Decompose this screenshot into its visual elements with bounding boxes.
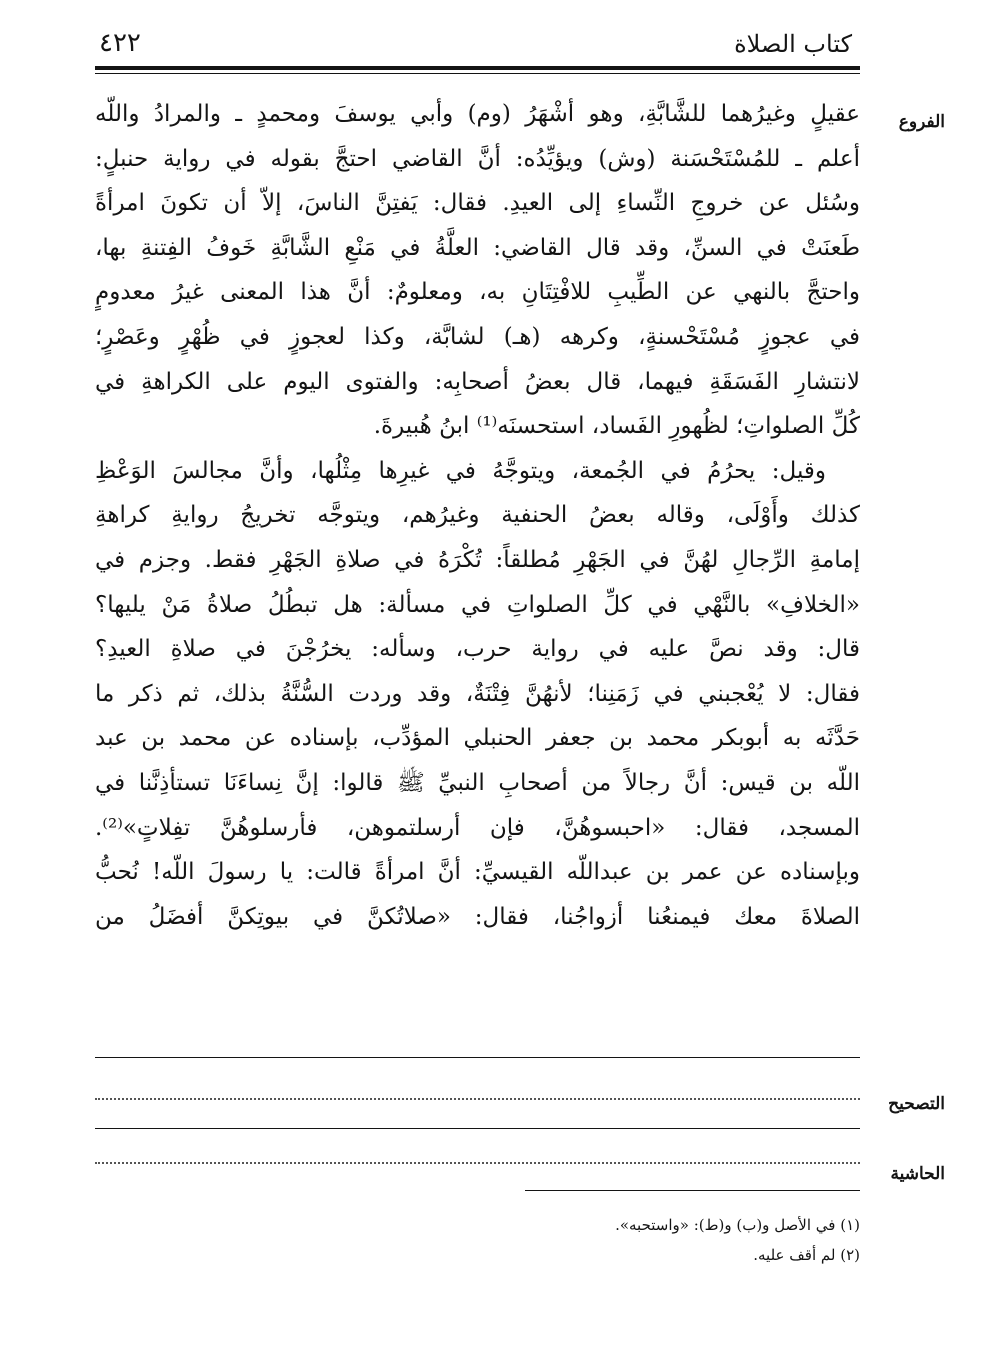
text-line: الصلاةَ معك فيمنعُنا أزواجُنا، فقال: «صلاتُكنَّ في بيوتِكنَّ أفضَلُ من	[95, 903, 860, 930]
section-label-hashiya: الحاشية	[890, 1164, 945, 1184]
text-line: طَعنَتْ في السنِّ، وقد قال القاضي: العلَّةُ في مَنْعِ الشَّابَّةِ خَوفُ الفِتنةِ بها،	[95, 234, 860, 261]
page-header	[95, 22, 860, 66]
footnote-2: (٢) لم أقف عليه.	[753, 1246, 860, 1264]
footnote-rule	[525, 1190, 860, 1191]
text-line: في عجوزٍ مُسْتَحْسنةٍ، وكرهه (هـ) لشابَّة، وكذا لعجوزٍ في ظُهْرٍ وعَصْرٍ؛	[95, 323, 860, 350]
book-title: كتاب الصلاة	[734, 30, 852, 58]
text-line: المسجد، فقال: «احبسوهُنَّ، فإن أرسلتموهن، فأرسلوهُنَّ تفِلاتٍ»⁽²⁾.	[95, 814, 860, 841]
text-line: وقيل: يحرُمُ في الجُمعة، ويتوجَّهُ في غيرِها مِثْلُها، وأنَّ مجالسَ الوَعْظِ	[95, 457, 826, 484]
tashih-rule	[95, 1128, 860, 1129]
text-line: وبإسناده عن عمر بن عبداللّه القيسيِّ: أنَّ امرأةً قالت: يا رسولَ اللّه! نُحبُّ	[95, 859, 860, 886]
text-line: لانتشارِ الفَسَقَةِ فيهما، قال بعضُ أصحابِه: والفتوى اليوم على الكراهةِ في	[95, 368, 860, 395]
footnote-1: (١) في الأصل و(ب) و(ط): «واستحبه».	[615, 1216, 860, 1234]
footnotes	[615, 1210, 860, 1270]
hashiya-dotted-line	[95, 1162, 860, 1164]
section-label-tashih: التصحيح	[888, 1094, 945, 1114]
text-line: اللّه بن قيس: أنَّ رجالاً من أصحابِ النبيِّ ﷺ قالوا: إنَّ نِساءَنَا تستأذِنَّنا في	[95, 769, 860, 796]
text-line: واحتجَّ بالنهي عن الطِّيبِ للافْتِتَانِ به، ومعلومٌ: أنَّ هذا المعنى غيرُ معدومٍ	[95, 279, 860, 306]
section-label-furu: الفروع	[898, 112, 945, 132]
text-line: وسُئل عن خروجِ النِّساءِ إلى العيدِ. فقال: يَفتِنَّ الناسَ، إلاّ أن تكونَ امرأةً	[95, 190, 860, 217]
text-line: عقيلٍ وغيرُهما للشَّابَّةِ، وهو أشْهَرُ (وم) وأبي يوسفَ ومحمدٍ ـ والمرادُ واللّه	[95, 101, 860, 127]
text-line: كذلك وأَوْلَى، وقاله بعضُ الحنفية وغيرُهم، ويتوجَّه تخريجُ روايةِ كراهةِ	[95, 502, 860, 529]
header-rule-thin	[95, 73, 860, 74]
text-line: حَدَّثَه به أبوبكر محمد بن جعفر الحنبلي المؤدِّب، بإسناده عن محمد بن عبد	[95, 725, 860, 752]
main-text-rule	[95, 1057, 860, 1058]
text-line: «الخلافِ» بالنَّهْي في كلِّ الصلواتِ في مسألة: هل تبطُلُ صلاةُ مَنْ يليها؟	[95, 591, 860, 618]
tashih-dotted-line	[95, 1098, 860, 1100]
text-line: إمامةِ الرِّجالِ لهُنَّ في الجَهْرِ مُطلقاً: تُكْرَهُ في صلاةِ الجَهْرِ فقط. وجزم في	[95, 546, 860, 573]
text-line: قال: وقد نصَّ عليه في رواية حرب، وسأله: يخرُجْنَ في صلاةِ العيدِ؟	[95, 636, 860, 663]
main-text	[95, 92, 860, 939]
text-line: كُلِّ الصلواتِ؛ لظُهورِ الفَساد، استحسنَه⁽¹⁾ ابنُ هُبيرةَ.	[373, 413, 860, 440]
page-number: ٤٢٢	[99, 28, 141, 58]
text-line: أعلم ـ للمُسْتَحْسَنة (وش) ويؤيِّدُه: أنَّ القاضي احتجَّ بقوله في رواية حنبلٍ:	[95, 145, 860, 172]
text-line: فقال: لا يُعْجبني في زَمَنِنا؛ لأنهُنَّ فِتْنَةٌ، وقد وردت السُّنَّةُ بذلك، ثم ذكر ما	[95, 680, 860, 707]
header-rule-thick	[95, 66, 860, 70]
